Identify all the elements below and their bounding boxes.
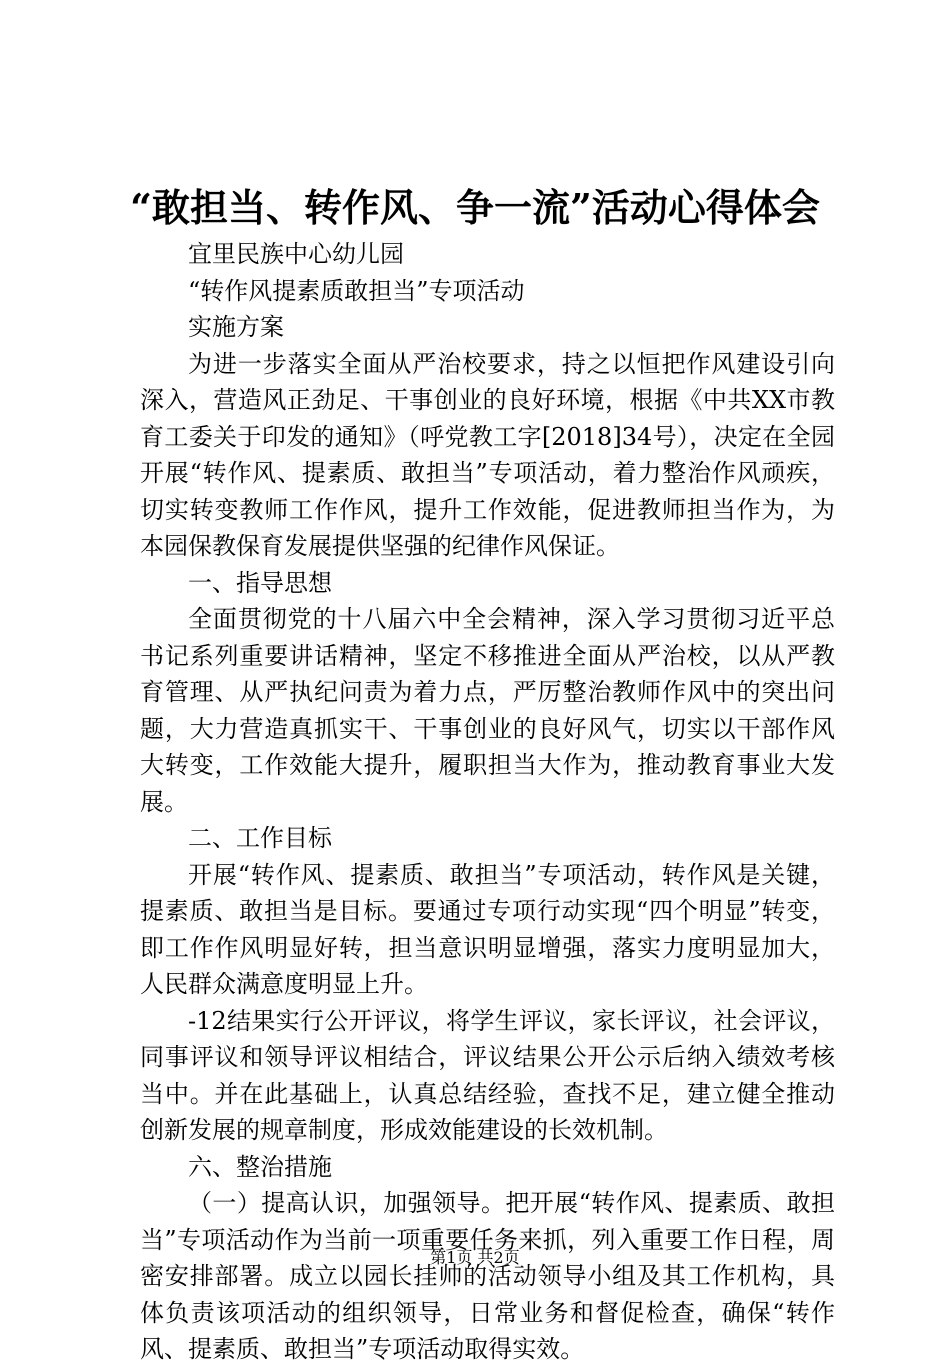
body-paragraph: 开展“转作风、提素质、敢担当”专项活动，转作风是关键，提素质、敢担当是目标。要通过专项行动实现“四个明显”转变，即工作作风明显好转，担当意识明显增强，落实力度明显加大，人民群众满意度明显上升。: [140, 860, 835, 998]
section-heading: 二、工作目标: [188, 824, 332, 852]
body-paragraph: 为进一步落实全面从严治校要求，持之以恒把作风建设引向深入，营造风正劲足、干事创业的良好环境，根据《中共XX市教育工委关于印发的通知》（呼党教工字[2018]34号），决定在全园开展“转作风、提素质、敢担当”专项活动，着力整治作风顽疾，切实转变教师工作作风，提升工作效能，促进教师担当作为，为本园保教保育发展提供坚强的纪律作风保证。: [140, 349, 835, 560]
section-heading: 一、指导思想: [188, 568, 332, 597]
body-paragraph: （一）提高认识，加强领导。把开展“转作风、提素质、敢担当”专项活动作为当前一项重要任务来抓，列入重要工作日程，周密安排部署。成立以园长挂帅的活动领导小组及其工作机构，具体负责该项活动的组织领导，日常业务和督促检查，确保“转作风、提素质、敢担当”专项活动取得实效。: [140, 1189, 835, 1363]
body-paragraph: 实施方案: [188, 313, 284, 341]
body-paragraph: 宜里民族中心幼儿园: [188, 240, 404, 268]
body-paragraph: -12结果实行公开评议，将学生评议，家长评议，社会评议，同事评议和领导评议相结合，评议结果公开公示后纳入绩效考核当中。并在此基础上，认真总结经验，查找不足，建立健全推动创新发展的规章制度，形成效能建设的长效机制。: [140, 1006, 835, 1144]
body-paragraph: 全面贯彻党的十八届六中全会精神，深入学习贯彻习近平总书记系列重要讲话精神，坚定不移推进全面从严治校，以从严教育管理、从严执纪问责为着力点，严厉整治教师作风中的突出问题，大力营造真抓实干、干事创业的良好风气，切实以干部作风大转变，工作效能大提升，履职担当大作为，推动教育事业大发展。: [140, 605, 835, 816]
document-title: “敢担当、转作风、争一流”活动心得体会: [130, 185, 820, 230]
page-footer: 第1页 共2页: [430, 1248, 520, 1267]
body-paragraph: “转作风提素质敢担当”专项活动: [188, 276, 525, 305]
section-heading: 六、整治措施: [188, 1152, 332, 1181]
document-body: [140, 236, 835, 1368]
